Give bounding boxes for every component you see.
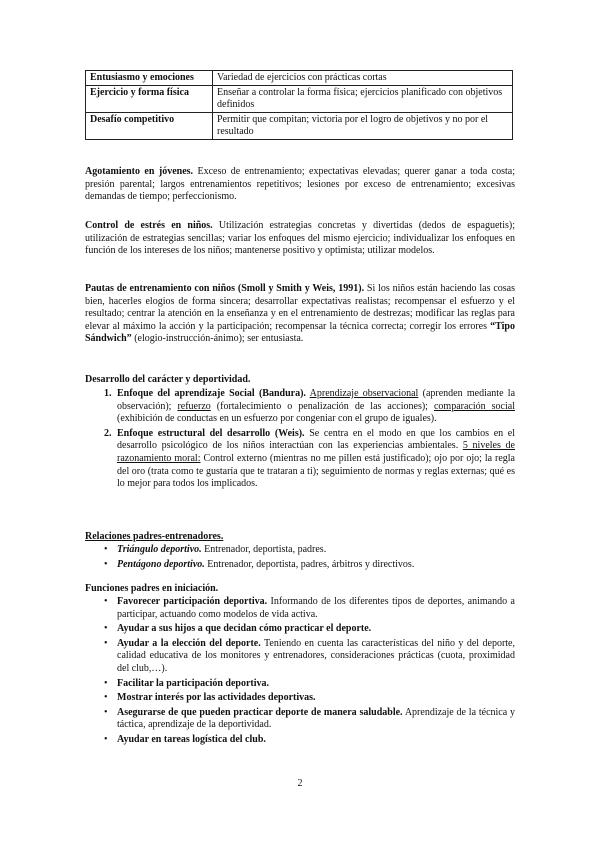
- bullet-icon: •: [104, 677, 108, 689]
- funciones-list: [85, 596, 515, 747]
- estres-paragraph: [85, 220, 515, 258]
- item-title: Ayudar en tareas logística del club.: [117, 733, 266, 745]
- bullet-icon: •: [104, 637, 108, 649]
- item-term: comparación social: [433, 400, 515, 412]
- agotamiento-text: Exceso de entrenamiento; expectativas elevadas; querer ganar a toda costa; presión parental; largos entrenamientos repetitivos; lesiones por exceso de entrenamiento; excesivas demandas de tiempo; perfeccionismo.: [85, 166, 516, 203]
- list-item: [85, 559, 515, 572]
- list-item: [85, 596, 515, 621]
- caracter-title: Desarrollo del carácter y deportividad.: [85, 374, 251, 385]
- list-item: [85, 734, 515, 747]
- bullet-icon: •: [104, 733, 108, 745]
- list-item: [85, 428, 515, 491]
- funciones-title: Funciones padres en iniciación.: [85, 583, 219, 594]
- item-text: Informando de los diferentes tipos de deportes, animando a participar, actuando como modelos de vida activa.: [117, 596, 515, 620]
- relaciones-heading: [85, 531, 515, 544]
- item-text: Entrenador, deportista, padres, árbitros y directivos.: [204, 558, 415, 570]
- table-row: [86, 71, 513, 86]
- item-term: Aprendizaje observacional: [309, 388, 419, 399]
- estres-text: Utilización estrategias concretas y divertidas (dedos de espaguetis); utilización de estrategias sencillas; variar los enfoques del mismo ejercicio; individualizar los enfoques en función de los intereses de los niños; mantenerse positivo y optimista; utilizar modelos.: [85, 220, 515, 257]
- item-text: (aprenden mediante la observación);: [117, 388, 516, 412]
- list-item: [85, 544, 515, 557]
- values-table: [85, 70, 513, 140]
- funciones-heading: [85, 583, 515, 596]
- list-number: 1.: [104, 388, 112, 399]
- agotamiento-title: Agotamiento en jóvenes.: [85, 166, 194, 177]
- bullet-icon: •: [104, 623, 108, 635]
- bullet-icon: •: [104, 596, 108, 607]
- item-text: Aprendizaje de la técnica y táctica, aprendizaje de la deportividad.: [117, 706, 515, 731]
- list-item: [85, 638, 515, 676]
- bullet-icon: •: [104, 544, 108, 555]
- item-term: 5 niveles de razonamiento moral:: [117, 440, 516, 464]
- item-text: (fortalecimiento o penalización de las acciones);: [210, 400, 434, 412]
- table-value: Variedad de ejercicios con prácticas cortas: [213, 71, 513, 86]
- item-text: Control externo (mientras no me pillen está justificado); ojo por ojo; la regla del oro (trata como te gustaría que te trataran a ti); seguimiento de normas y reglas externas; qué es lo mejor para todos los implicados.: [117, 452, 515, 490]
- list-item: [85, 623, 515, 636]
- bullet-icon: •: [104, 558, 108, 570]
- relaciones-list: [85, 544, 515, 571]
- list-item: [85, 678, 515, 691]
- item-title: Ayudar a sus hijos a que decidan cómo practicar el deporte.: [117, 623, 372, 635]
- caracter-heading: [85, 374, 515, 387]
- page-number: 2: [297, 778, 303, 789]
- item-title: Triángulo deportivo.: [117, 544, 202, 555]
- item-title: Pentágono deportivo.: [117, 558, 205, 570]
- list-item: [85, 388, 515, 426]
- list-number: 2.: [104, 427, 112, 439]
- agotamiento-paragraph: [85, 166, 515, 204]
- pautas-title: Pautas de entrenamiento con niños (Smoll y Smith y Weis, 1991).: [85, 283, 365, 294]
- item-title: Favorecer participación deportiva.: [117, 596, 268, 607]
- pautas-quote: “Tipo Sándwich”: [85, 320, 515, 345]
- item-title: Enfoque estructural del desarrollo (Weis).: [117, 427, 305, 439]
- item-title: Enfoque del aprendizaje Social (Bandura).: [117, 388, 306, 399]
- caracter-list: [85, 388, 515, 491]
- relaciones-title: Relaciones padres-entrenadores.: [85, 531, 224, 542]
- list-item: [85, 692, 515, 705]
- estres-title: Control de estrés en niños.: [85, 220, 213, 231]
- table-row: [86, 113, 513, 140]
- item-title: Ayudar a la elección del deporte.: [117, 637, 261, 649]
- item-text: Se centra en el modo en que los cambios en el desarrollo psicológico de los niños interactúan con las experiencias ambientales.: [117, 427, 515, 452]
- list-item: [85, 707, 515, 732]
- item-title: Mostrar interés por las actividades deportivas.: [117, 692, 316, 704]
- table-key: Entusiasmo y emociones: [86, 71, 213, 86]
- table-key: Ejercicio y forma física: [86, 86, 213, 113]
- item-title: Facilitar la participación deportiva.: [117, 677, 270, 689]
- pautas-paragraph: [85, 283, 515, 346]
- table-value: Permitir que compitan; victoria por el logro de objetivos y no por el resultado: [213, 113, 513, 140]
- item-text: Entrenador, deportista, padres.: [201, 544, 327, 555]
- bullet-icon: •: [104, 706, 108, 718]
- item-title: Asegurarse de que pueden practicar deporte de manera saludable.: [117, 706, 403, 718]
- item-text: Teniendo en cuenta las características del niño y del deporte, calidad educativa de los monitores y entrenadores, consideraciones prácticas (cuota, proximidad del club,…).: [117, 637, 515, 674]
- bullet-icon: •: [104, 692, 108, 704]
- table-value: Enseñar a controlar la forma física; ejercicios planificado con objetivos definidos: [213, 86, 513, 113]
- item-text: (exhibición de conductas en un esfuerzo por congeniar con el grupo de iguales).: [117, 413, 437, 425]
- item-term: refuerzo: [177, 400, 211, 412]
- pautas-tail: (elogio-instrucción-ánimo); ser entusiasta.: [131, 333, 304, 345]
- pautas-text: Si los niños están haciendo las cosas bien, hacerles elogios de forma sincera; desarrollar expectativas realistas; recompensar el esfuerzo y el resultado; centrar la atención en la enseñanza y en el entrenamiento de destrezas; modificar las reglas para elevar al máximo la acción y la participación; recompensar la técnica correcta; corregir los errores: [85, 283, 515, 332]
- table-row: [86, 86, 513, 113]
- table-key: Desafío competitivo: [86, 113, 213, 140]
